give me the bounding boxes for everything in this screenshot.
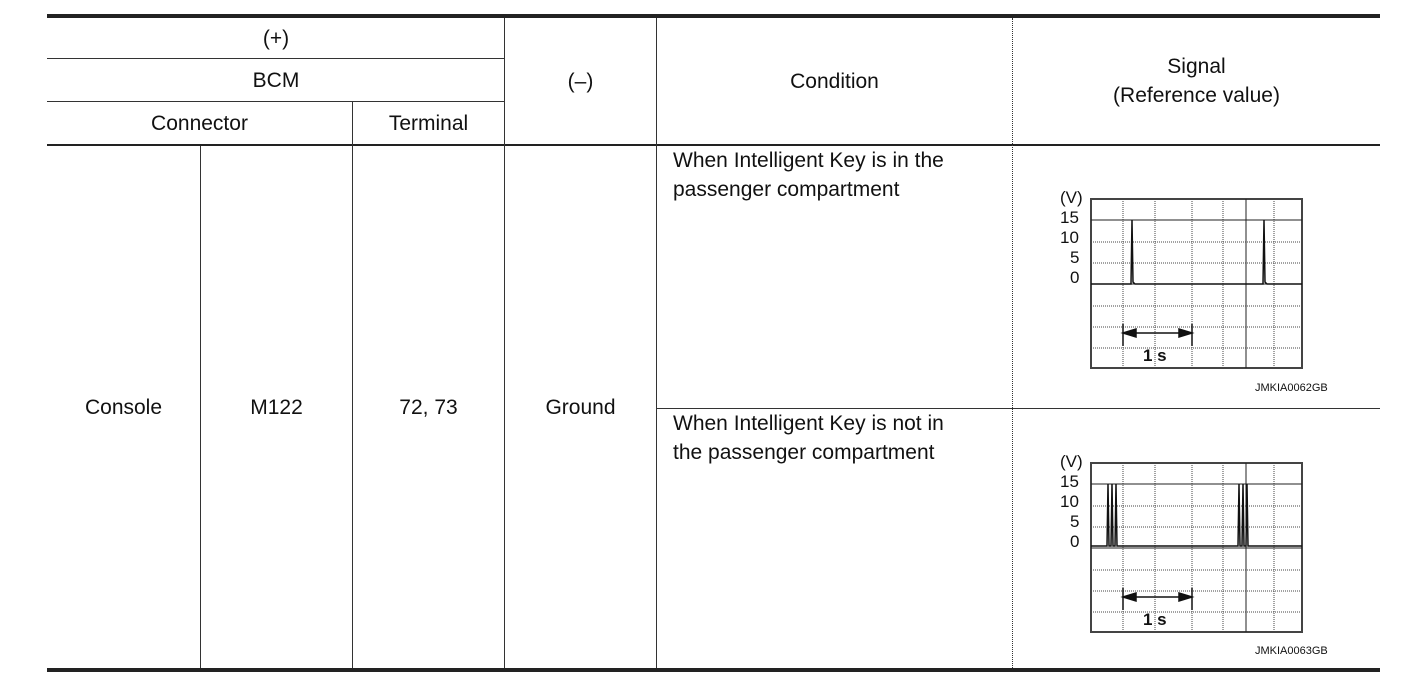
- oscilloscope-2: [1058, 450, 1308, 636]
- condition-1-line2: passenger compartment: [673, 178, 900, 201]
- condition-1-line1: When Intelligent Key is in the: [673, 149, 944, 172]
- header-signal-line1: Signal: [1167, 55, 1226, 78]
- scope-2-unit: (V): [1060, 452, 1083, 471]
- scope-1-ytick-0: 0: [1070, 268, 1080, 287]
- condition-2-line2: the passenger compartment: [673, 441, 935, 464]
- condition-1: [673, 146, 1008, 408]
- scope-1-unit: (V): [1060, 188, 1083, 207]
- header-connector: Connector: [151, 111, 248, 135]
- scope-1-ytick-10: 10: [1060, 228, 1079, 247]
- cell-connector-name: Console: [84, 395, 163, 419]
- header-plus: (+): [262, 26, 290, 50]
- header-terminal: Terminal: [388, 111, 469, 135]
- cell-connector-no: M122: [250, 395, 303, 419]
- header-minus: (–): [567, 69, 594, 93]
- scope-2-ytick-10: 10: [1060, 492, 1079, 511]
- header-condition: Condition: [790, 69, 879, 93]
- condition-2-line1: When Intelligent Key is not in: [673, 412, 944, 435]
- cell-ground: Ground: [545, 395, 616, 419]
- oscilloscope-1: [1058, 186, 1308, 372]
- scope-2-code: JMKIA0063GB: [1255, 645, 1328, 657]
- header-signal: [1013, 18, 1380, 144]
- scope-1-code: JMKIA0062GB: [1255, 382, 1328, 394]
- scope-1-time-label: 1 s: [1143, 346, 1167, 365]
- condition-2: [673, 409, 1008, 668]
- scope-2-ytick-15: 15: [1060, 472, 1079, 491]
- scope-2-ytick-5: 5: [1070, 512, 1080, 531]
- scope-1-ytick-5: 5: [1070, 248, 1080, 267]
- header-signal-line2: (Reference value): [1113, 84, 1280, 107]
- scope-2-ytick-0: 0: [1070, 532, 1080, 551]
- scope-2-time-label: 1 s: [1143, 610, 1167, 629]
- header-bcm: BCM: [252, 68, 300, 92]
- table-bottom-rule: [47, 668, 1380, 672]
- scope-1-ytick-15: 15: [1060, 208, 1079, 227]
- cell-terminal: 72, 73: [399, 395, 458, 419]
